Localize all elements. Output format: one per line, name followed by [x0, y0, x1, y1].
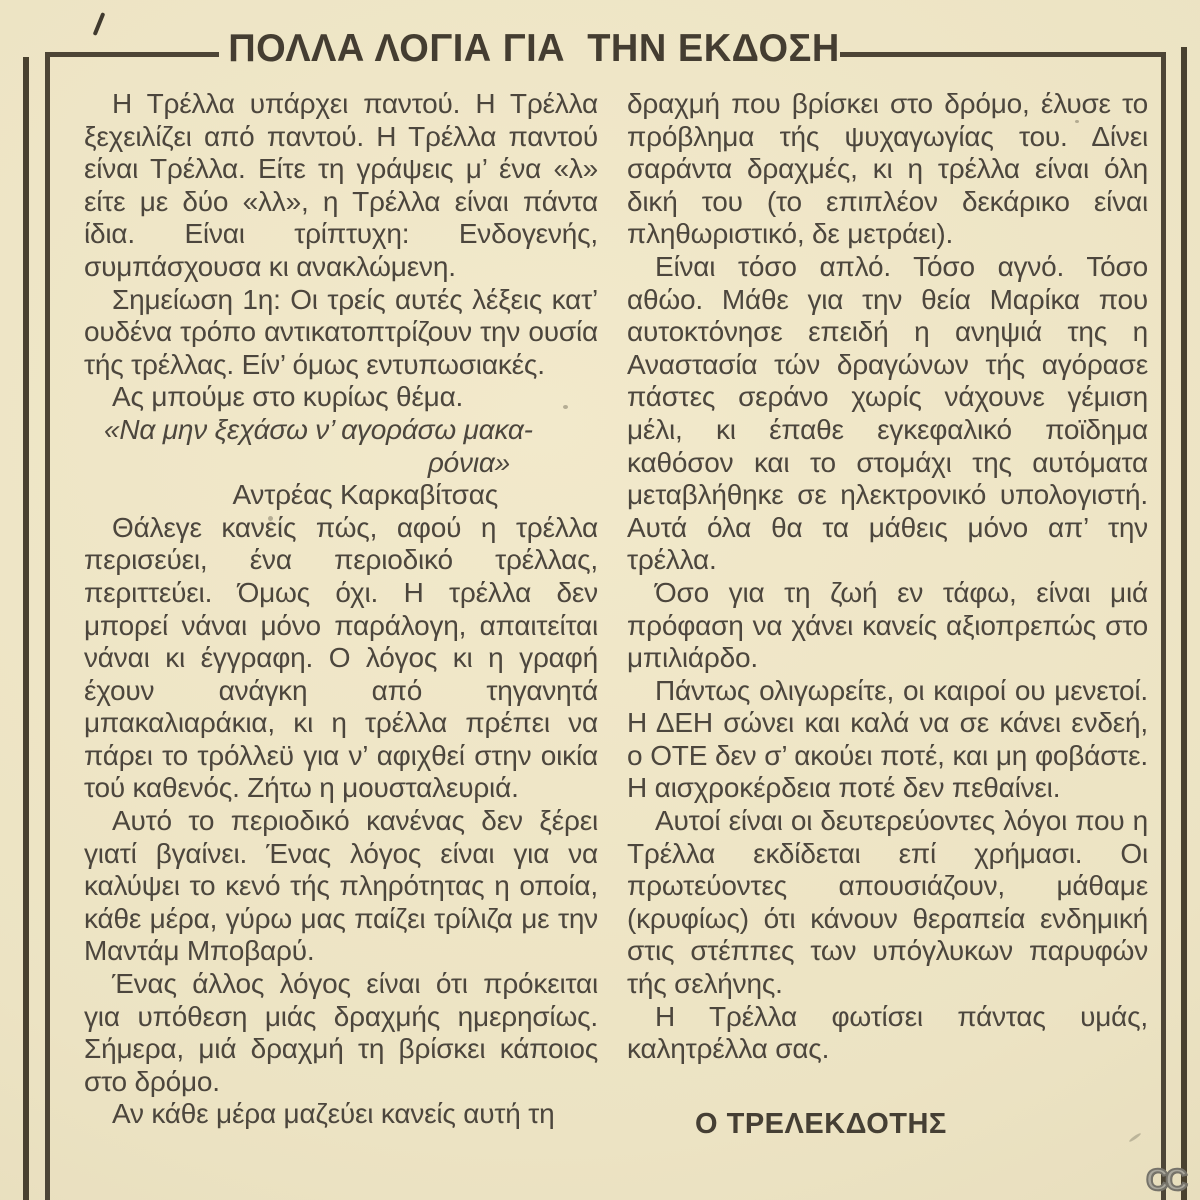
- paragraph-lead-in: Ας μπούμε στο κυρίως θέμα.: [112, 381, 464, 413]
- paragraph-why-published: Αυτό το περιοδικό κανένας δεν ξέρει γιατί βγαίνει. Ένας λόγος είναι για να καλύψει το κενό τής πληρότητας η οποία, κάθε μέρα, γύρω μας παίζει τρίλιζα με την Μαντάμ Μποβαρύ.: [84, 805, 598, 967]
- editor-signature: Ο ΤΡΕΛΕΚΔΟΤΗΣ: [695, 1107, 947, 1140]
- paragraph-aunt-marika: Είναι τόσο απλό. Τόσο αγνό. Τόσο αθώο. Μάθε για την θεία Μαρίκα που αυτοκτόνησε επειδή η ανηψιά της η Αναστασία τών δραγώνων τής αγόρασε πάστες σεράνο χωρίς νάχουνε γέμιση μέλι, κι έπαθε εγκεφαλικό ποϊδημα καθόσον και το στομάχι της αυτόματα μεταβλήθηκε σε ηλεκτρονικό υπολογιστή. Αυτά όλα θα τα μάθεις μόνο απ’ την τρέλλα.: [627, 250, 1148, 576]
- left-column: [84, 88, 598, 1131]
- paragraph-drachma: Ένας άλλος λόγος είναι ότι πρόκειται για υπόθεση μιάς δραχμής ημερησίως. Σήμερα, μιά δραχμή τη βρίσκει κάποιος στο δρόμο.: [84, 968, 598, 1097]
- scan-speck: [268, 516, 273, 521]
- right-column: [627, 88, 1148, 1140]
- paragraph-dei-ote: Πάντως ολιγωρείτε, οι καιροί ου μενετοί. Η ΔΕΗ σώνει και καλά να σε κάνει ενδεή, ο ΟΤΕ δεν σ’ ακούει ποτέ, και μη φοβάστε. Η αισχροκέρδεια ποτέ δεν πεθαίνει.: [627, 674, 1148, 804]
- paragraph-billiards: Όσο για τη ζωή εν τάφω, είναι μιά πρόφαση να χάνει κανείς αξιοπρεπώς στο μπιλιάρδο.: [627, 576, 1148, 674]
- paragraph-secondary-reasons: Αυτοί είναι οι δευτερεύοντες λόγοι που η Τρέλλα εκδίδεται επί χρήμασι. Οι πρωτεύοντες απουσιάζουν, μάθαμε (κρυφίως) ότι κάνουν θεραπεία ενδημική στις στέππες των υπόγλυκων παρυφών τής σελήνης.: [627, 805, 1148, 1000]
- paragraph-reasoning: Θάλεγε κανείς πώς, αφού η τρέλλα περισεύει, ένα περιοδικό τρέλλας, περιττεύει. Όμως όχι. Η τρέλλα δεν μπορεί νάναι μόνο παράλογη, απαιτείται νάναι κι έγγραφη. Ο λόγος κι η γραφή έχουν ανάγκη από τηγανητά μπακαλιαράκια, κι η τρέλλα πρέπει να πάρει το τρόλλεϋ για ν’ αφιχθεί στην οικία τού καθενός. Ζήτω η μουσταλευριά.: [84, 511, 598, 804]
- paragraph-farewell: Η Τρέλλα φωτίσει πάντας υμάς, καλητρέλλα σας.: [627, 1000, 1148, 1065]
- paragraph-continuation-end: δραχμή που βρίσκει στο δρόμο, έλυσε το πρόβλημα τής ψυχαγωγίας του. Δίνει σαράντα δραχμές, κι η τρέλλα είναι όλη δική του (το επιπλέον δεκάρικο είναι πληθωριστικό, δε μετράει).: [627, 88, 1148, 250]
- pen-mark-slash-icon: [93, 12, 106, 36]
- scan-speck: [1075, 120, 1079, 123]
- cc-watermark: CC: [1146, 1162, 1185, 1197]
- outer-border-left: [23, 57, 29, 1200]
- outer-border-right: [1181, 47, 1187, 1200]
- paragraph-intro: Η Τρέλλα υπάρχει παντού. Η Τρέλλα ξεχειλίζει από παντού. Η Τρέλλα παντού είναι Τρέλλα. Είτε τη γράψεις μ’ ένα «λ» είτε με δύο «λλ», η Τρέλλα είναι πάντα ίδια. Είναι τρίπτυχη: Ενδογενής, συμπάσχουσα κι ανακλώμενη.: [84, 88, 598, 282]
- frame-top-border-left-segment: [45, 52, 219, 57]
- quote-line-1: «Να μην ξεχάσω ν’ αγοράσω μακα-: [104, 413, 533, 445]
- paragraph-note: Σημείωση 1η: Οι τρείς αυτές λέξεις κατ’ ουδένα τρόπο αντικατοπτρίζουν την ουσία τής τρέλλας. Είν’ όμως εντυπωσιακές.: [84, 283, 598, 380]
- frame-top-border-right-segment: [840, 52, 1166, 57]
- quote-line-2: ρόνια»: [427, 446, 510, 478]
- quote-attribution: Αντρέας Καρκαβίτσας: [232, 479, 498, 511]
- frame-border-left: [45, 52, 50, 1200]
- paragraph-continuation-start: Αν κάθε μέρα μαζεύει κανείς αυτή τη: [112, 1098, 555, 1130]
- page-title: ΠΟΛΛΑ ΛΟΓΙΑ ΓΙΑ ΤΗΝ ΕΚΔΟΣΗ: [228, 27, 840, 71]
- scan-speck: [563, 405, 568, 409]
- frame-border-right: [1161, 52, 1166, 1200]
